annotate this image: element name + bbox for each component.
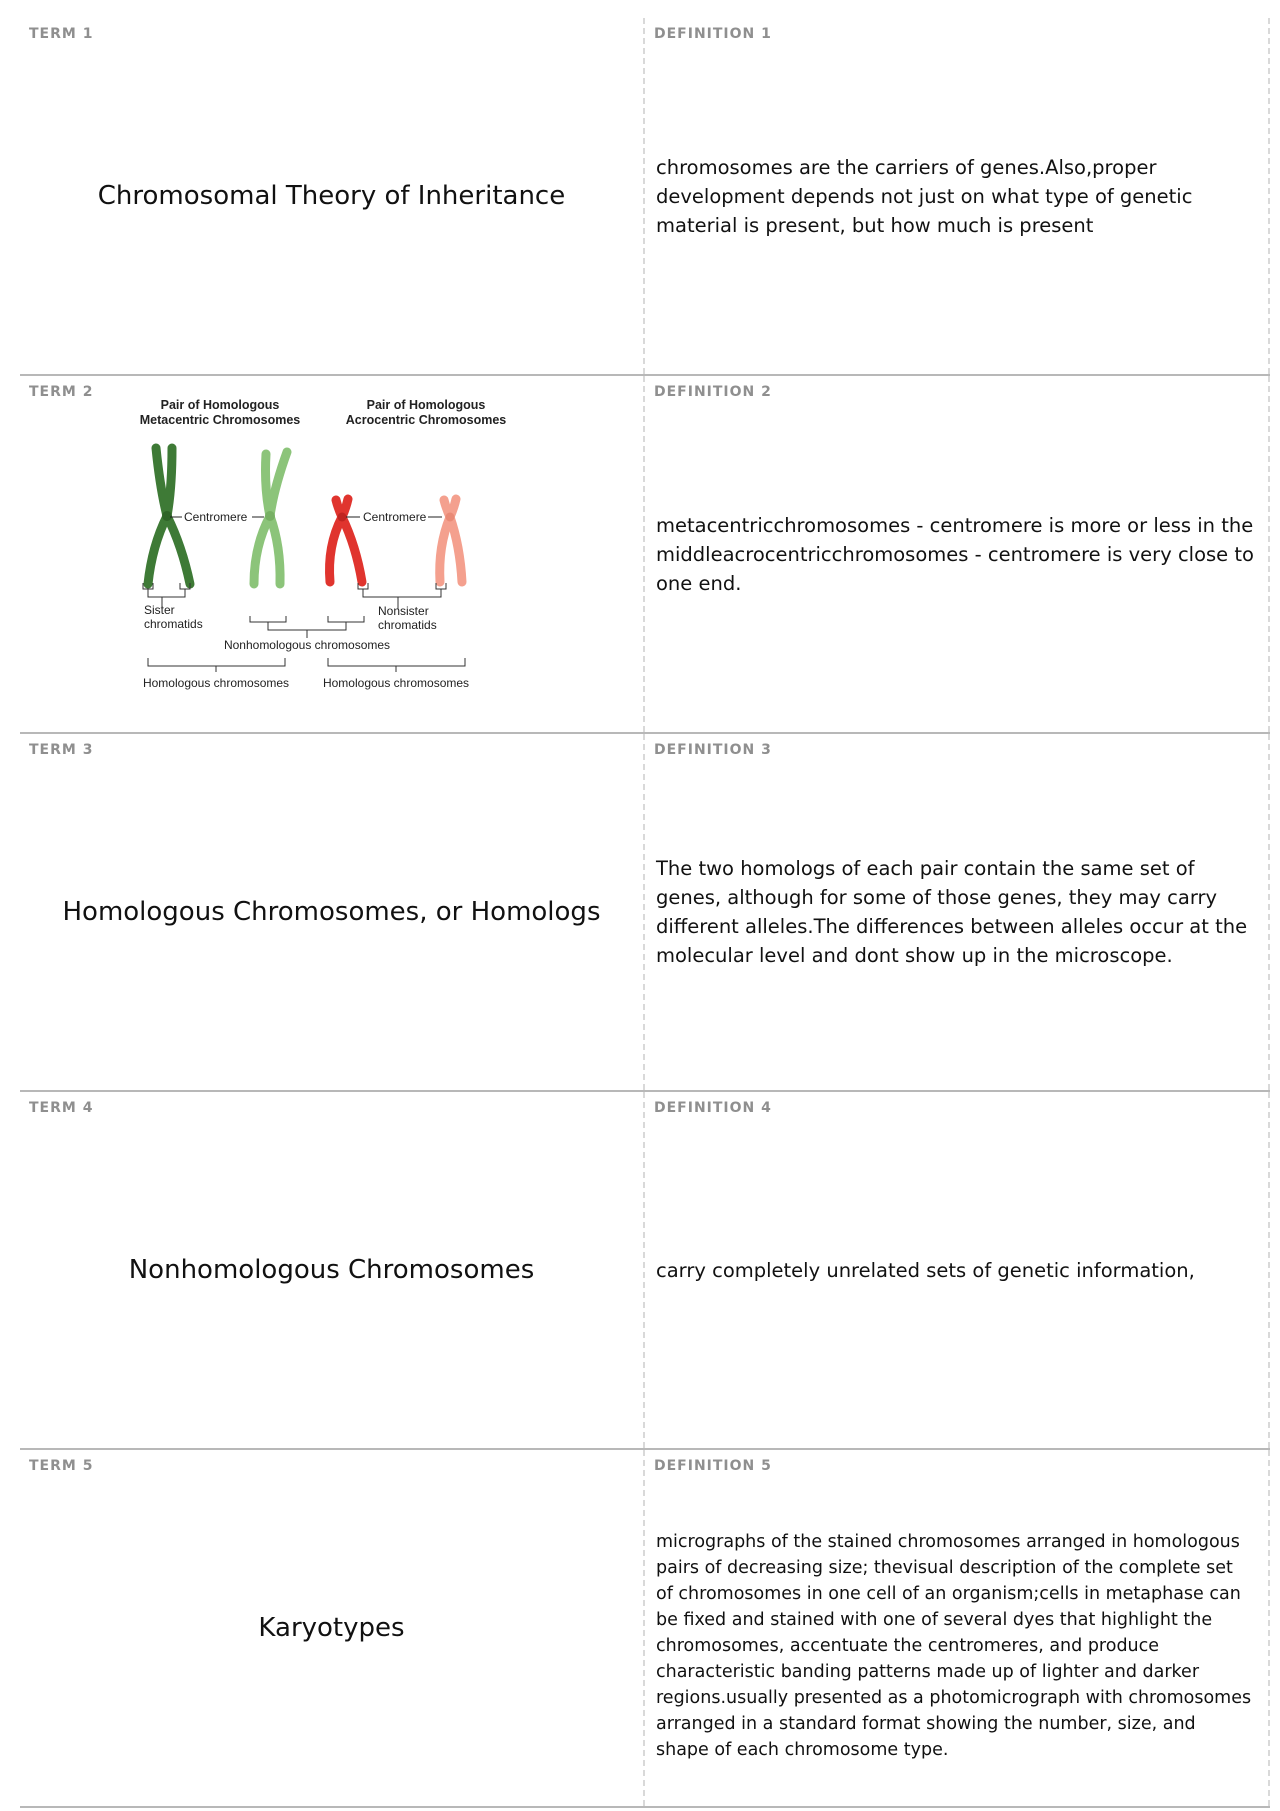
term-cell-4: [20, 1092, 645, 1448]
nonhomologous-label: Nonhomologous chromosomes: [223, 638, 391, 652]
sister-chromatids-label-1: Sister: [144, 603, 175, 617]
definition-label: DEFINITION 5: [654, 1458, 772, 1474]
term-cell-3: [20, 734, 645, 1090]
term-text: Karyotypes: [258, 1613, 405, 1643]
definition-cell-2: [645, 376, 1270, 732]
title-right-line2: Acrocentric Chromosomes: [345, 413, 507, 427]
flashcard-sheet: [20, 18, 1270, 1808]
definition-label: DEFINITION 2: [654, 384, 772, 400]
definition-text: metacentricchromosomes - centromere is more or less in the middleacrocentricchromosomes - centromere is very close to one end.: [656, 513, 1254, 595]
flashcard-row-3: [20, 734, 1270, 1092]
flashcard-row-5: [20, 1450, 1270, 1808]
definition-label: DEFINITION 4: [654, 1100, 772, 1116]
term-text: Homologous Chromosomes, or Homologs: [62, 897, 601, 927]
acrocentric-chromosome-red: [330, 499, 363, 582]
definition-cell-1: [645, 18, 1270, 374]
acrocentric-chromosome-salmon: [440, 499, 462, 582]
term-label: TERM 5: [29, 1458, 94, 1474]
centromere-label-left: Centromere: [184, 510, 248, 524]
definition-text: chromosomes are the carriers of genes.Also,proper development depends not just on what type of genetic material is present, but how much is present: [656, 155, 1193, 237]
term-cell-1: [20, 18, 645, 374]
definition-text: carry completely unrelated sets of genetic information,: [656, 1258, 1195, 1282]
homologous-label-right: Homologous chromosomes: [322, 676, 470, 690]
term-label: TERM 2: [29, 384, 94, 400]
term-label: TERM 1: [29, 26, 94, 42]
term-cell-5: [20, 1450, 645, 1806]
flashcard-row-1: [20, 18, 1270, 376]
definition-text: micrographs of the stained chromosomes arranged in homologous pairs of decreasing size; thevisual description of the complete set of chromosomes in one cell of an organism;cells in metaphase can be fixed and stained with one of several dyes that highlight the chromosomes, accentuate the centromeres, and produce characteristic banding patterns made up of lighter and darker regions.usually presented as a photomicrograph with chromosomes arranged in a standard format showing the number, size, and shape of each chromosome type.: [656, 1532, 1252, 1760]
nonsister-chromatids-label-2: chromatids: [378, 618, 437, 632]
nonsister-chromatids-label-1: Nonsister: [378, 604, 429, 618]
term-text: Nonhomologous Chromosomes: [128, 1255, 535, 1285]
sister-chromatids-label-2: chromatids: [144, 617, 203, 631]
flashcard-row-4: [20, 1092, 1270, 1450]
term-label: TERM 3: [29, 742, 94, 758]
definition-cell-3: [645, 734, 1270, 1090]
flashcard-row-2: [20, 376, 1270, 734]
homologous-label-left: Homologous chromosomes: [142, 676, 290, 690]
definition-text: The two homologs of each pair contain the same set of genes, although for some of those genes, they may carry different alleles.The differences between alleles occur at the molecular level and dont show up in the microscope.: [656, 857, 1248, 967]
definition-cell-4: [645, 1092, 1270, 1448]
definition-label: DEFINITION 3: [654, 742, 772, 758]
term-text: Chromosomal Theory of Inheritance: [97, 181, 566, 211]
title-left-line2: Metacentric Chromosomes: [139, 413, 301, 427]
definition-cell-5: [645, 1450, 1270, 1806]
term-cell-2: [20, 376, 645, 732]
title-left-line1: Pair of Homologous: [160, 398, 280, 412]
title-right-line1: Pair of Homologous: [366, 398, 486, 412]
centromere-label-right: Centromere: [363, 510, 427, 524]
chromosome-diagram: [134, 396, 554, 730]
term-label: TERM 4: [29, 1100, 94, 1116]
definition-label: DEFINITION 1: [654, 26, 772, 42]
